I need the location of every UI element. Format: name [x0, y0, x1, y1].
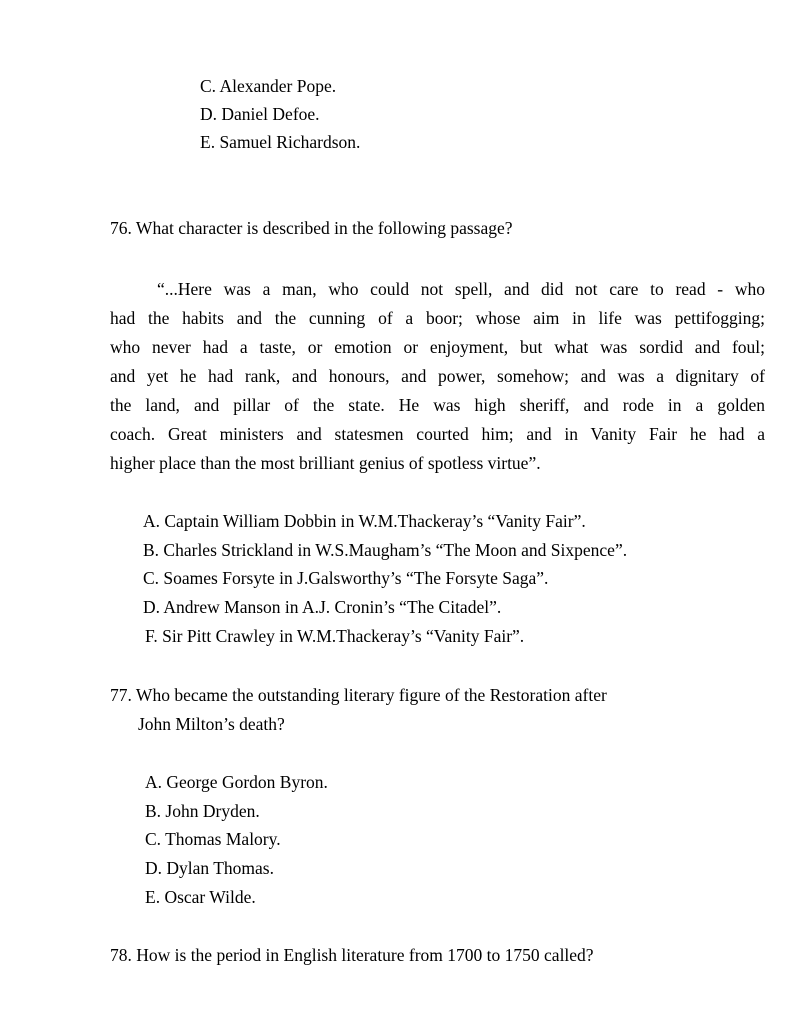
passage-line-4: and yet he had rank, and honours, and power, somehow; and was a dignitary of: [110, 366, 765, 386]
q77-option-d: D. Dylan Thomas.: [145, 858, 274, 878]
q76-option-c: C. Soames Forsyte in J.Galsworthy’s “The Forsyte Saga”.: [143, 568, 549, 588]
passage-line-1: “...Here was a man, who could not spell, and did not care to read - who: [157, 279, 765, 299]
option-d: D. Daniel Defoe.: [200, 104, 320, 124]
q77-option-b: B. John Dryden.: [145, 801, 260, 821]
passage-line-2: had the habits and the cunning of a boor; whose aim in life was pettifogging;: [110, 308, 765, 328]
option-e: E. Samuel Richardson.: [200, 132, 361, 152]
q77-option-a: A. George Gordon Byron.: [145, 772, 328, 792]
question-78: 78. How is the period in English literature from 1700 to 1750 called?: [110, 945, 594, 965]
q77-option-e: E. Oscar Wilde.: [145, 887, 256, 907]
passage-line-6: coach. Great ministers and statesmen courted him; and in Vanity Fair he had a: [110, 424, 765, 444]
question-77-line-1: 77. Who became the outstanding literary figure of the Restoration after: [110, 685, 607, 705]
question-76: 76. What character is described in the following passage?: [110, 218, 513, 238]
q76-option-a: A. Captain William Dobbin in W.M.Thackeray’s “Vanity Fair”.: [143, 511, 586, 531]
passage-line-5: the land, and pillar of the state. He was high sheriff, and rode in a golden: [110, 395, 765, 415]
option-c: C. Alexander Pope.: [200, 76, 337, 96]
passage-line-3: who never had a taste, or emotion or enjoyment, but what was sordid and foul;: [110, 337, 765, 357]
passage-line-7: higher place than the most brilliant genius of spotless virtue”.: [110, 453, 541, 473]
question-77-line-2: John Milton’s death?: [138, 714, 285, 734]
q76-option-d: D. Andrew Manson in A.J. Cronin’s “The Citadel”.: [143, 597, 502, 617]
q77-option-c: C. Thomas Malory.: [145, 829, 281, 849]
q76-option-b: B. Charles Strickland in W.S.Maugham’s “The Moon and Sixpence”.: [143, 540, 628, 560]
q76-option-f: F. Sir Pitt Crawley in W.M.Thackeray’s “Vanity Fair”.: [145, 626, 525, 646]
